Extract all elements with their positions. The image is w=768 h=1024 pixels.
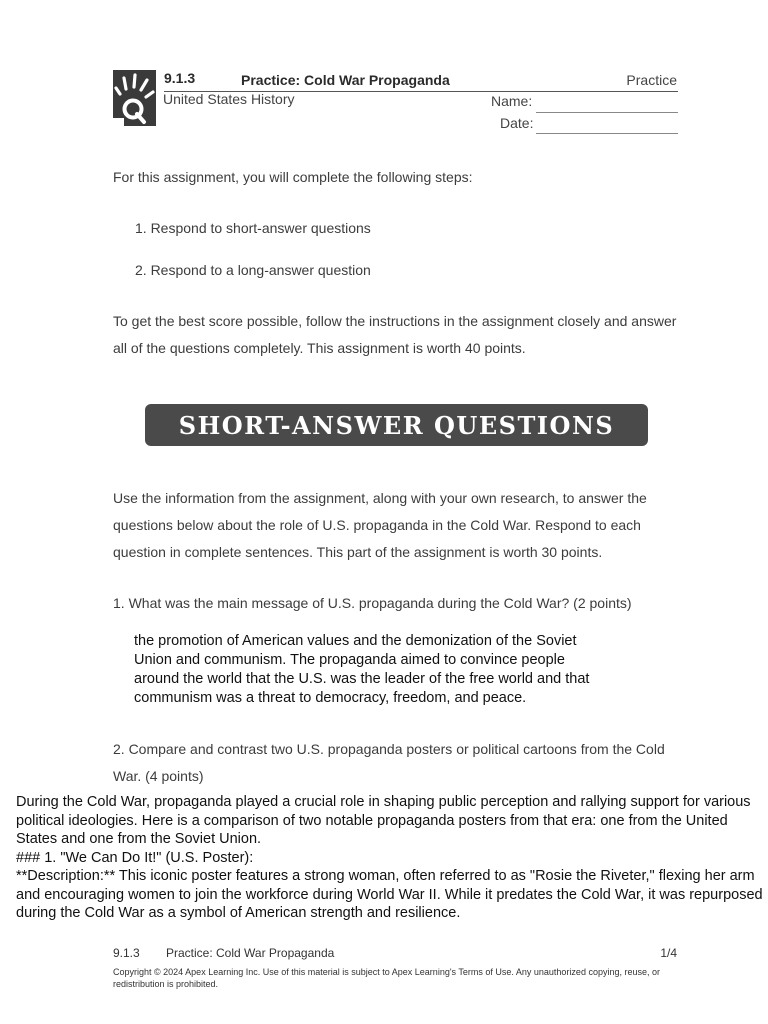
date-field[interactable] bbox=[536, 133, 678, 134]
date-label: Date: bbox=[500, 115, 534, 131]
question-prompt: 2. Compare and contrast two U.S. propaganda posters or political cartoons from the Cold War. (4 points) bbox=[113, 741, 665, 784]
intro-text: For this assignment, you will complete the following steps: bbox=[113, 169, 473, 185]
answer-paragraph: During the Cold War, propaganda played a crucial role in shaping public perception and rallying support for various political ideologies. Here is a comparison of two notable propaganda posters from that era: one from the United States and one from the Soviet Union. bbox=[16, 794, 751, 847]
step-item: 2. Respond to a long-answer question bbox=[135, 262, 371, 278]
answer-text[interactable]: the promotion of American values and the demonization of the Soviet Union and communism. The propaganda aimed to convince people around the world that the U.S. was the leader of the free world and that communism was a threat to democracy, freedom, and peace. bbox=[134, 633, 590, 706]
step-item: 1. Respond to short-answer questions bbox=[135, 220, 371, 236]
section-instructions: Use the information from the assignment, along with your own research, to answer the questions below about the role of U.S. propaganda in the Cold War. Respond to each question in complete sentences. This part of the assignment is worth 30 points. bbox=[113, 490, 647, 560]
footer-code: 9.1.3 bbox=[113, 946, 140, 960]
section-banner: SHORT-ANSWER QUESTIONS bbox=[145, 404, 648, 446]
answer-paragraph: **Description:** This iconic poster features a strong woman, often referred to as "Rosie the Riveter," flexing her arm and encouraging women to join the workforce during World War II. While it predates the Cold War, it was repurposed during the Cold War as a symbol of American strength and resilience. bbox=[16, 868, 763, 921]
course-subject: United States History bbox=[163, 91, 295, 107]
answer-heading: ### 1. "We Can Do It!" (U.S. Poster): bbox=[16, 849, 254, 866]
question-prompt: 1. What was the main message of U.S. propaganda during the Cold War? (2 points) bbox=[113, 595, 632, 611]
apex-learning-logo-icon bbox=[113, 70, 156, 126]
page-number: 1/4 bbox=[660, 946, 677, 960]
page-title: Practice: Cold War Propaganda bbox=[241, 72, 450, 88]
name-field[interactable] bbox=[536, 112, 678, 113]
footer-title: Practice: Cold War Propaganda bbox=[166, 946, 335, 960]
name-label: Name: bbox=[491, 93, 533, 109]
lesson-code: 9.1.3 bbox=[164, 70, 196, 86]
copyright-notice: Copyright © 2024 Apex Learning Inc. Use of this material is subject to Apex Learning's Terms of Use. Any unauthorized copying, reuse, or redistribution is prohibited. bbox=[113, 967, 660, 989]
intro-instructions: To get the best score possible, follow the instructions in the assignment closely and answer all of the questions completely. This assignment is worth 40 points. bbox=[113, 313, 677, 356]
essay-answer[interactable] bbox=[16, 793, 764, 923]
assignment-type: Practice bbox=[626, 72, 677, 88]
